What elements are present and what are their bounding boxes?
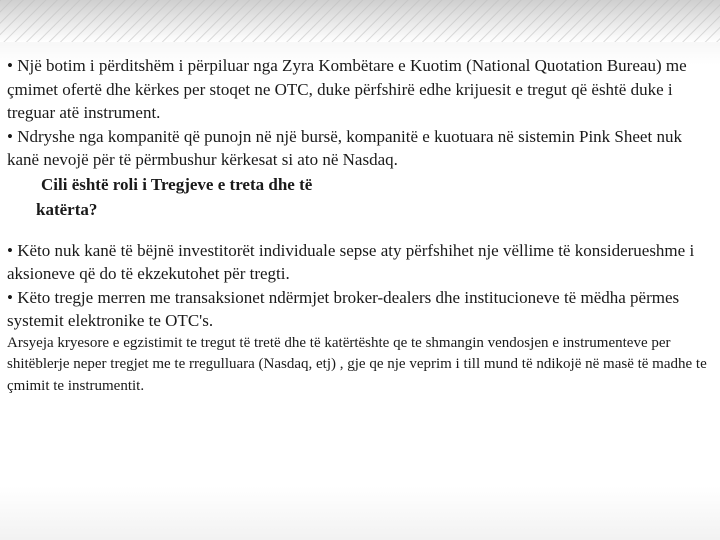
bullet-paragraph-4: • Këto tregje merren me transaksionet ndërmjet broker-dealers dhe institucioneve të mëdha përmes systemit elektronike te OTC's. (7, 287, 680, 330)
bullet-paragraph-1: • Një botim i përditshëm i përpiluar nga Zyra Kombëtare e Kuotim (National Quotation Bureau) me çmimet ofertë dhe kërkes per stoqet ne OTC, duke përfshirë edhe krijuesit e tregut që është duke i treguar atë instrument. (7, 56, 687, 122)
bullet-paragraph-3: • Këto nuk kanë të bëjnë investitorët individuale sepse aty përfshihet nje vëllime të konsiderueshme i aksioneve që do të ekzekutohet për tregti. (7, 240, 695, 283)
question-line-2: katërta? (36, 199, 98, 219)
middle-block (7, 239, 707, 333)
question-heading (7, 172, 707, 222)
decorative-header-band (0, 0, 720, 42)
bottom-paragraph: Arsyeja kryesore e egzistimit te tregut të tretë dhe të katërtështe qe te shmangin vendosjen e instrumenteve per shitëblerje neper tregjet me te rregulluara (Nasdaq, etj) , gje qe nje veprim i till mund të ndikojë në masë të madhe te çmimit te instrumentit. (7, 334, 707, 394)
question-line-1: Cili është roli i Tregjeve e treta dhe të (41, 174, 313, 194)
diagonal-stripes-pattern (0, 0, 720, 42)
bullet-paragraph-2: • Ndryshe nga kompanitë që punojn në një bursë, kompanitë e kuotuara në sistemin Pink Sheet nuk kanë nevojë për të përmbushur kërkesat si ato në Nasdaq. (7, 126, 682, 169)
slide-body (7, 54, 707, 397)
